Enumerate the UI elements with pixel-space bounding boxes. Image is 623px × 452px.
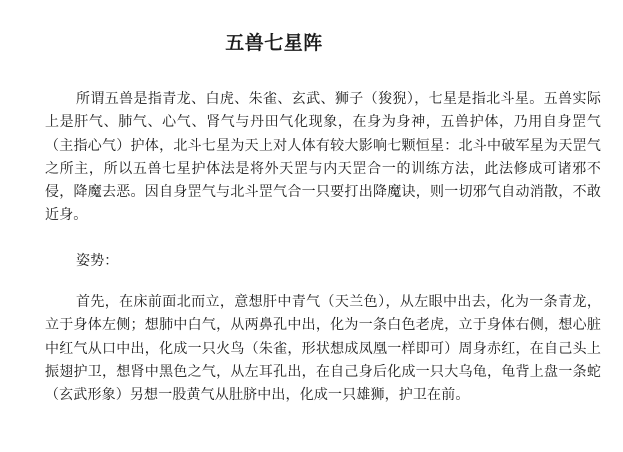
posture-heading: 姿势： (76, 253, 119, 269)
page-title: 五兽七星阵 (225, 32, 323, 54)
instructions-paragraph: 首先，在床前面北而立，意想肝中青气（天兰色），从左眼中出去，化为一条青龙，立于身体左侧；想肺中白气，从两鼻孔中出，化为一条白色老虎，立于身体右侧，想心脏中红气从口中出，化成一只火鸟（朱雀，形状想成凤凰一样即可）周身赤红，在自己头上振翅护卫，想肾中黑色之气，从左耳孔出，在自己身后化成一只大乌龟，龟背上盘一条蛇（玄武形象）另想一股黄气从肚脐中出，化成一只雄狮，护卫在前。 (45, 294, 601, 404)
intro-paragraph: 所谓五兽是指青龙、白虎、朱雀、玄武、狮子（狻猊），七星是指北斗星。五兽实际上是肝气、肺气、心气、肾气与丹田气化现象，在身为身神，五兽护体，乃用自身罡气（主指心气）护体，北斗七星为天上对人体有较大影响七颗恒星：北斗中破军星为天罡气之所主，所以五兽七星护体法是将外天罡与内天罡合一的训练方法，此法修成可诸邪不侵，降魔去恶。因自身罡气与北斗罡气合一只要打出降魔诀，则一切邪气自动消散，不敢近身。 (45, 91, 601, 224)
